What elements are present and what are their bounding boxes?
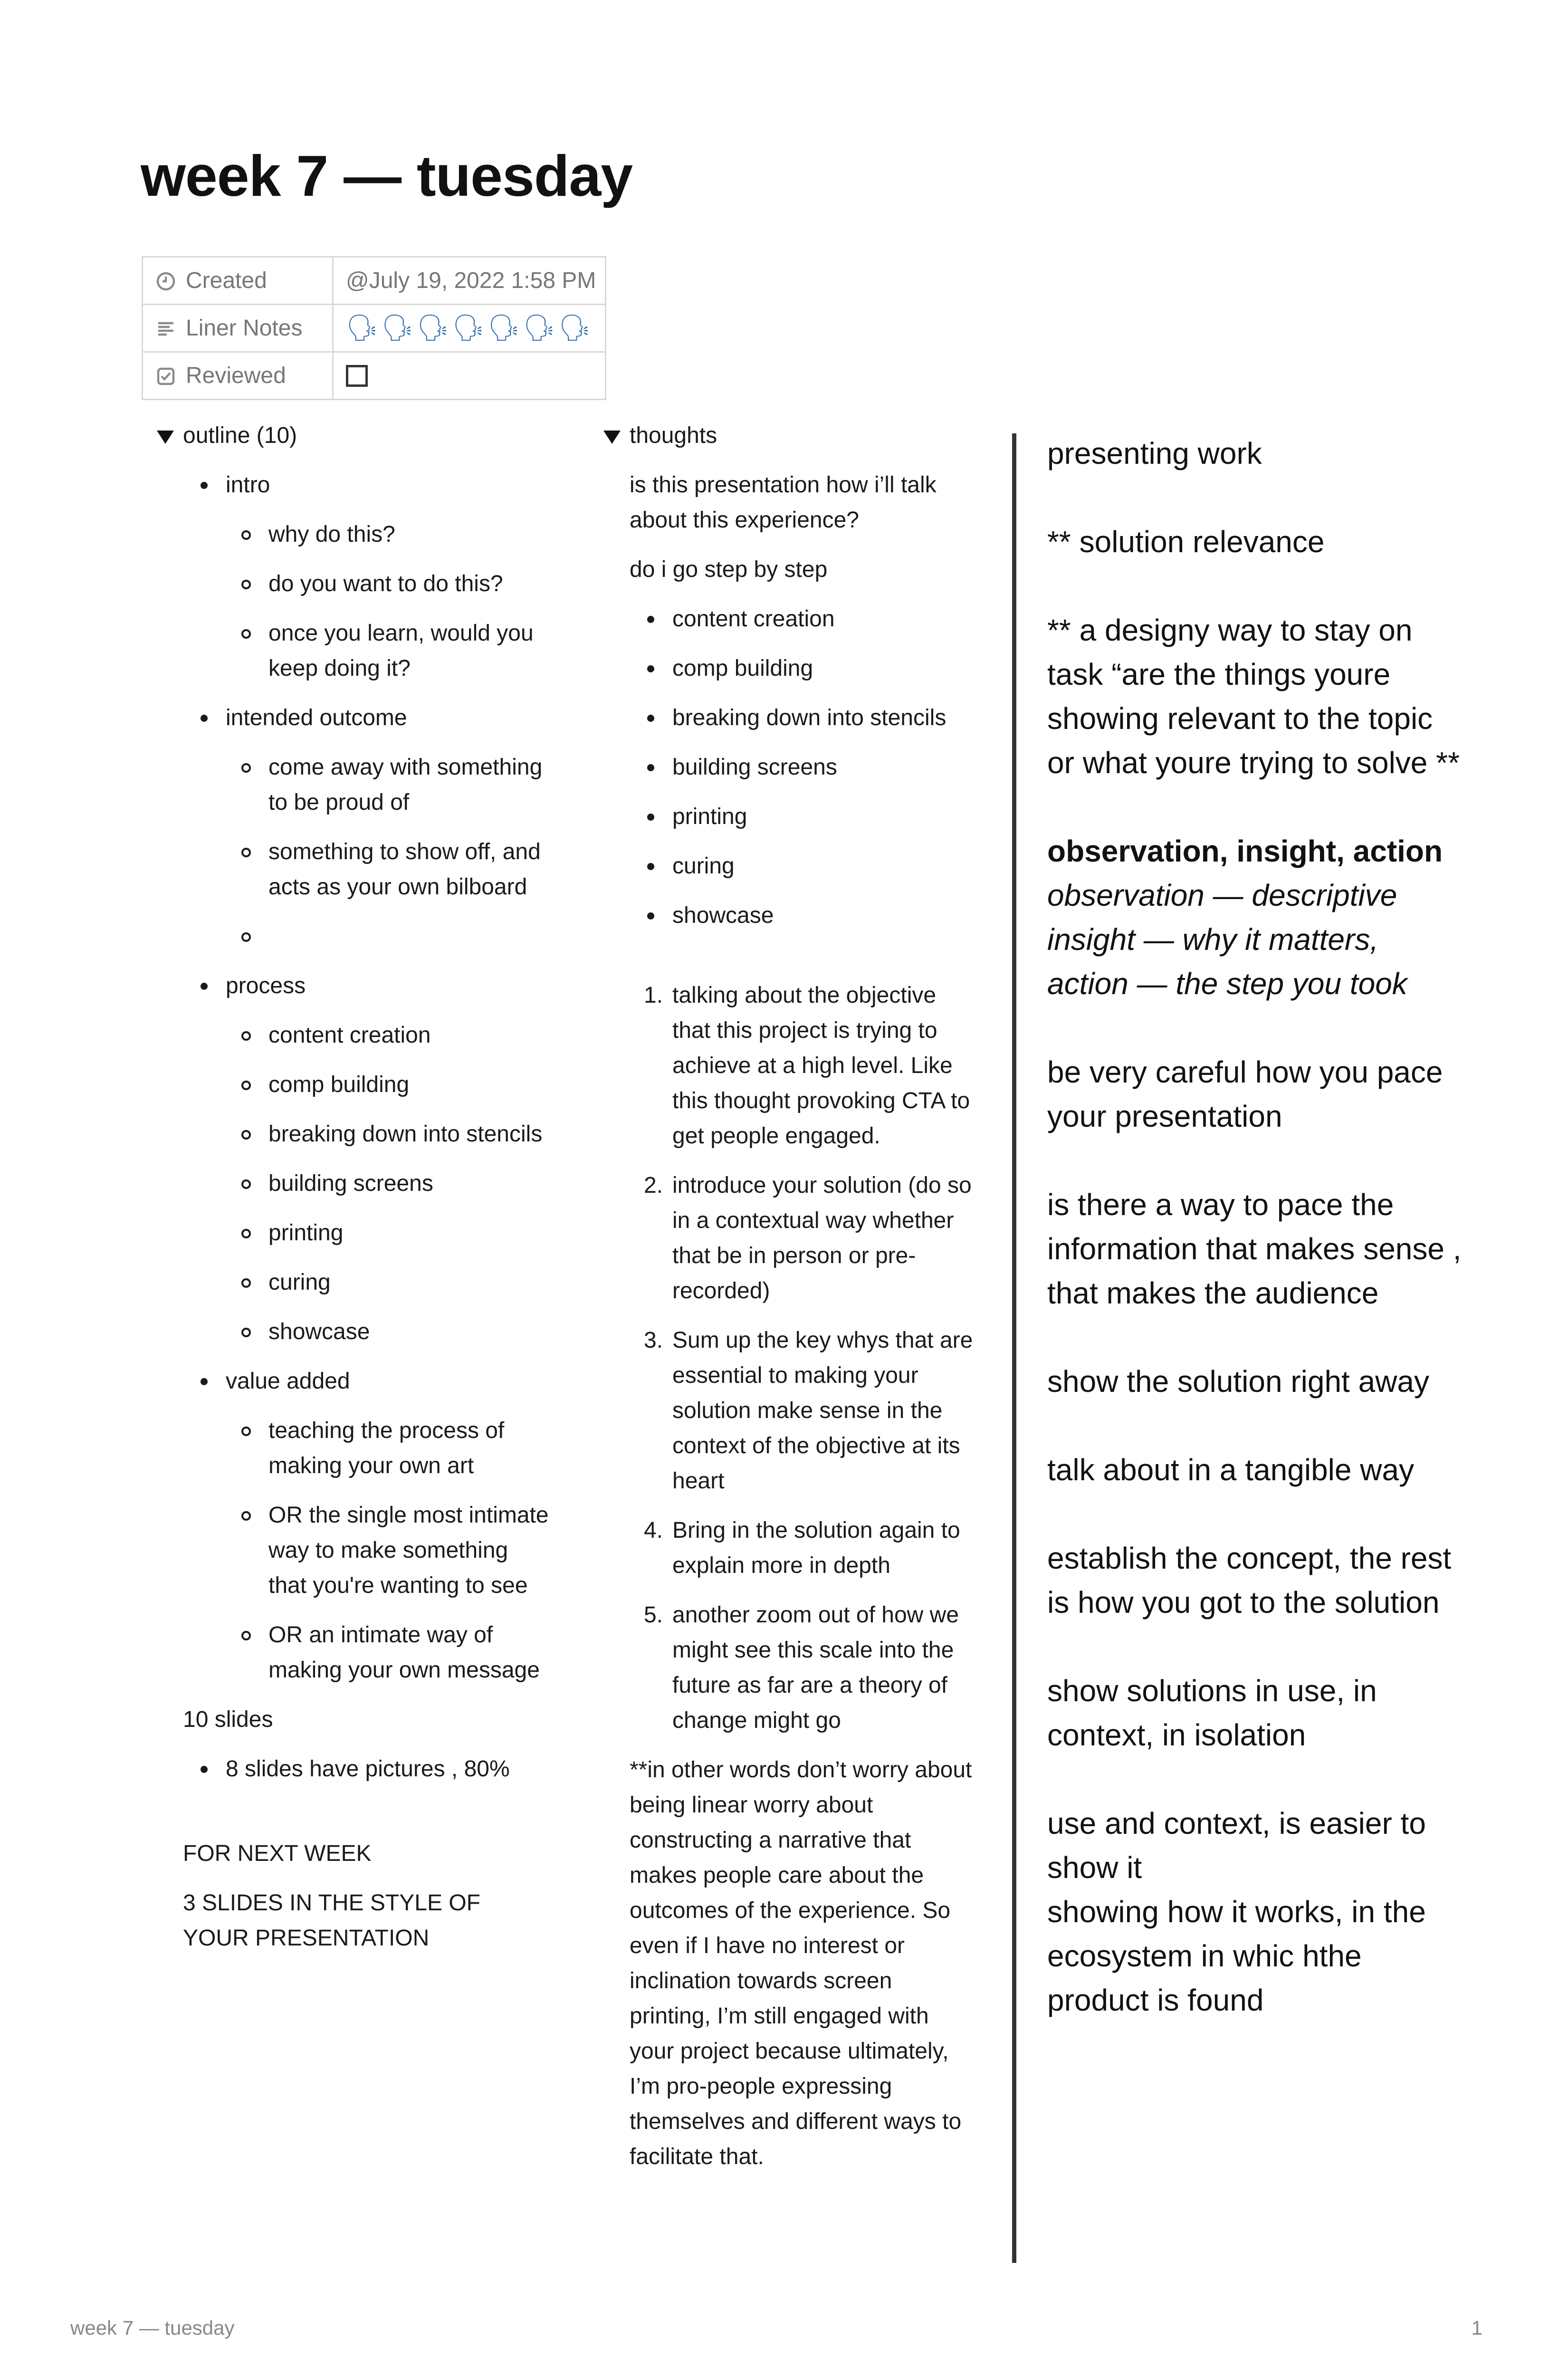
- text-lines-icon: [156, 319, 175, 338]
- next-week-heading: FOR NEXT WEEK: [183, 1841, 372, 1866]
- quote-rule: [1012, 433, 1016, 2263]
- list-item: showcase: [603, 898, 979, 933]
- speaking-head-icons: 🗣🗣🗣🗣🗣🗣🗣: [346, 314, 594, 342]
- list-item: process: [157, 968, 551, 1004]
- notes-column: [1047, 431, 1465, 2022]
- note-heading: observation, insight, action: [1047, 834, 1443, 868]
- note-line: establish the concept, the rest is how you got to the solution: [1047, 1541, 1452, 1619]
- toggle-label: outline (10): [183, 423, 297, 448]
- list-item-empty: [157, 919, 551, 954]
- created-value: @July 19, 2022 1:58 PM: [333, 257, 606, 305]
- footer-title: week 7 — tuesday: [70, 2317, 235, 2339]
- note-line: use and context, is easier to show it: [1047, 1806, 1426, 1885]
- toggle-triangle-icon[interactable]: [603, 431, 621, 444]
- list-item: teaching the process of making your own art: [157, 1413, 551, 1484]
- numbered-item: 2. introduce your solution (do so in a contextual way whether that be in person or pre-recorded): [644, 1173, 972, 1303]
- note-line: observation — descriptive: [1047, 878, 1397, 912]
- list-item: content creation: [603, 602, 979, 637]
- property-liner-notes: [143, 305, 606, 352]
- list-item: curing: [157, 1265, 551, 1300]
- list-item: 8 slides have pictures , 80%: [157, 1752, 551, 1787]
- thoughts-question: do i go step by step: [630, 557, 828, 582]
- list-item: why do this?: [157, 517, 551, 552]
- note-line: ** solution relevance: [1047, 525, 1325, 559]
- property-label: Reviewed: [186, 363, 286, 388]
- slides-count: 10 slides: [183, 1707, 273, 1732]
- note-line: showing how it works, in the ecosystem in whic hthe product is found: [1047, 1895, 1426, 2017]
- list-item: curing: [603, 849, 979, 884]
- thoughts-question: is this presentation how i’ll talk about this experience?: [630, 472, 937, 533]
- note-line: insight — why it matters,: [1047, 922, 1379, 957]
- note-line: be very careful how you pace your presentation: [1047, 1055, 1443, 1133]
- list-item: something to show off, and acts as your own bilboard: [157, 834, 551, 905]
- list-item: printing: [157, 1216, 551, 1251]
- outline-toggle[interactable]: [157, 418, 551, 453]
- property-created: [143, 257, 606, 305]
- toggle-label: thoughts: [630, 423, 717, 448]
- toggle-triangle-icon[interactable]: [157, 431, 174, 444]
- note-line: talk about in a tangible way: [1047, 1453, 1415, 1487]
- reviewed-checkbox[interactable]: [346, 365, 368, 387]
- list-item: do you want to do this?: [157, 566, 551, 602]
- thoughts-closing: **in other words don’t worry about being linear worry about constructing a narrative that makes people care about the outcomes of the experience. So even if I have no interest or inclination towards screen printing, I’m still engaged with your project because ultimately, I’m pro-people expressing themselves and different ways to facilitate that.: [630, 1757, 972, 2169]
- list-item: breaking down into stencils: [157, 1117, 551, 1152]
- numbered-item: 4. Bring in the solution again to explain more in depth: [644, 1518, 960, 1578]
- page-number: 1: [1471, 2317, 1482, 2339]
- checkbox-icon: [156, 367, 175, 386]
- property-label: Created: [186, 268, 267, 293]
- numbered-item: 1. talking about the objective that this project is trying to achieve at a high level. Like this thought provoking CTA to get people engaged.: [644, 983, 970, 1149]
- list-item: printing: [603, 799, 979, 834]
- list-item: OR an intimate way of making your own message: [157, 1618, 551, 1688]
- list-item: once you learn, would you keep doing it?: [157, 616, 551, 686]
- thoughts-toggle[interactable]: [603, 418, 979, 453]
- property-label: Liner Notes: [186, 316, 303, 341]
- note-line: ** a designy way to stay on task “are the things youre showing relevant to the topic or what youre trying to solve **: [1047, 613, 1460, 780]
- note-line: presenting work: [1047, 436, 1262, 470]
- page-title: week 7 — tuesday: [141, 144, 633, 208]
- list-item: showcase: [157, 1314, 551, 1350]
- note-line: show the solution right away: [1047, 1364, 1429, 1399]
- clock-icon: [156, 272, 175, 291]
- steps-list: [603, 602, 979, 933]
- outline-list: [157, 468, 551, 1688]
- numbered-item: 3. Sum up the key whys that are essential to making your solution make sense in the context of the objective at its heart: [644, 1328, 973, 1494]
- list-item: come away with something to be proud of: [157, 750, 551, 820]
- thoughts-column: [603, 418, 979, 2175]
- list-item: intended outcome: [157, 700, 551, 736]
- list-item: building screens: [157, 1166, 551, 1201]
- note-line: action — the step you took: [1047, 967, 1407, 1001]
- list-item: comp building: [157, 1067, 551, 1102]
- list-item: comp building: [603, 651, 979, 686]
- note-line: is there a way to pace the information that makes sense , that makes the audience: [1047, 1188, 1462, 1310]
- list-item: building screens: [603, 750, 979, 785]
- note-line: show solutions in use, in context, in isolation: [1047, 1674, 1377, 1752]
- list-item: breaking down into stencils: [603, 700, 979, 736]
- list-item: OR the single most intimate way to make something that you're wanting to see: [157, 1498, 551, 1603]
- outline-column: [157, 418, 551, 1956]
- list-item: content creation: [157, 1018, 551, 1053]
- numbered-list: [603, 978, 979, 1738]
- list-item: intro: [157, 468, 551, 503]
- property-reviewed: [143, 352, 606, 400]
- numbered-item: 5. another zoom out of how we might see this scale into the future as far are a theory of change might go: [644, 1602, 959, 1733]
- list-item: value added: [157, 1364, 551, 1399]
- next-week-task: 3 SLIDES IN THE STYLE OF YOUR PRESENTATION: [183, 1890, 480, 1951]
- properties-table: [142, 256, 606, 400]
